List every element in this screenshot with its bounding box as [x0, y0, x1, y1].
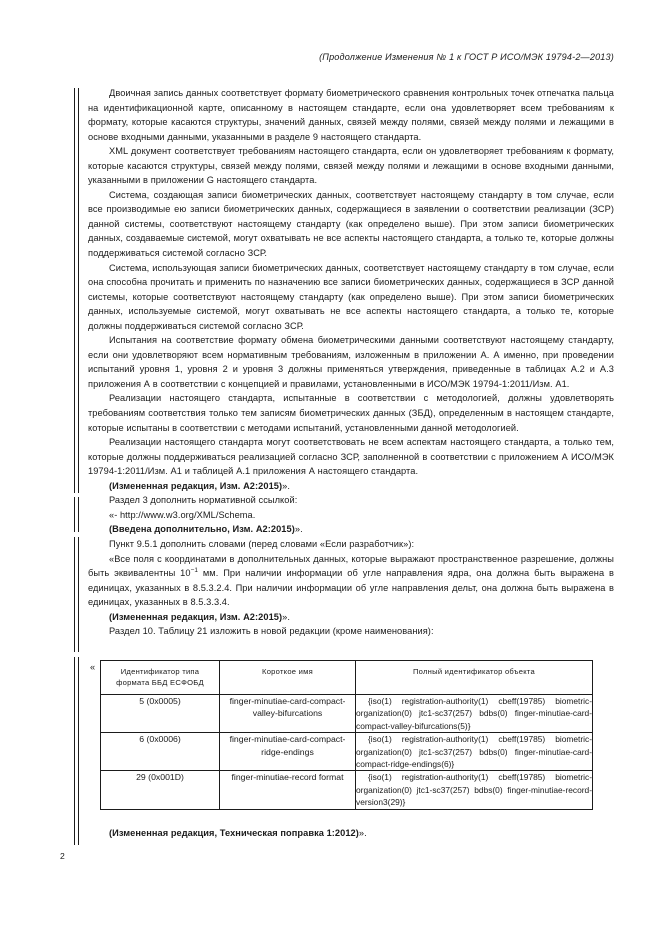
change-bar-outer-1	[74, 88, 75, 493]
cell-short-name: finger-minutiae-card-compact-ridge-endings	[220, 733, 356, 771]
amendment-note-3-tail: ».	[282, 611, 290, 622]
body-text-column	[88, 86, 614, 639]
paragraph-section3-add: Раздел 3 дополнить нормативной ссылкой:	[109, 495, 298, 506]
cell-short-name: finger-minutiae-record format	[220, 771, 356, 809]
change-bar-inner-2	[78, 497, 79, 532]
cell-short-name: finger-minutiae-card-compact-valley-bifurcations	[220, 695, 356, 733]
page-number: 2	[60, 851, 65, 861]
change-bar-inner-4	[78, 657, 79, 845]
cell-full-oid: {iso(1) registration-authority(1) cbeff(19785) biometric-organization(0) jtc1-sc37(257) bdbs(0) finger-minutiae-record-version3(29)}	[356, 772, 592, 808]
change-bar-inner-1	[78, 88, 79, 493]
table-header-full-oid: Полный идентификатор объекта	[356, 661, 593, 695]
amendment-note-2-bold: (Введена дополнительно, Изм. А2:2015)	[109, 524, 295, 535]
cell-format-id: 5 (0x0005)	[101, 695, 220, 733]
oid-table-wrapper	[90, 660, 593, 810]
technical-correction-note-bold: (Измененная редакция, Техническая поправка 1:2012)	[109, 828, 359, 838]
coordinate-fields-text-a: «Все поля с координатами в дополнительных данных, которые выражают пространственное разрешение, должны быть эквивалентны 10	[88, 553, 614, 579]
change-bar-inner-3	[78, 537, 79, 652]
table-row	[101, 695, 593, 733]
amendment-note-3	[88, 610, 614, 625]
amendment-note-3-bold: (Измененная редакция, Изм. А2:2015)	[109, 611, 283, 622]
paragraph-conformance-testing: Испытания на соответствие формату обмена биометрическими данными соответствуют настоящему стандарту, если они удовлетворяют всем нормативным требованиям, изложенным в приложении А. А именно, при проведении испытаний уровня 1, уровня 2 и уровня 3 должны применяться утверждения, приведенные в таблицах А.2 и А.3 приложения А в соответствии с концепцией и правилами, установленными в ИСО/МЭК 19794-1:2011/Изм. А1.	[88, 335, 614, 389]
table-header-short-name: Короткое имя	[220, 661, 356, 695]
running-head: (Продолжение Изменения № 1 к ГОСТ Р ИСО/МЭК 19794-2—2013)	[319, 52, 614, 62]
cell-format-id: 29 (0x001D)	[101, 771, 220, 809]
amendment-note-1-bold: (Измененная редакция, Изм. А2:2015)	[109, 480, 283, 491]
table-opening-quote: «	[90, 662, 96, 672]
paragraph-section10-table21: Раздел 10. Таблицу 21 изложить в новой редакции (кроме наименования):	[109, 626, 434, 637]
cell-full-oid: {iso(1) registration-authority(1) cbeff(19785) biometric-organization(0) jtc1-sc37(257) bdbs(0) finger-minutiae-card-compact-ridge-endings(6)}	[356, 734, 592, 770]
table-header-format-id	[101, 661, 220, 695]
paragraph-coordinate-fields	[88, 552, 614, 610]
amendment-note-1	[88, 479, 614, 494]
amendment-note-1-tail: ».	[282, 480, 290, 491]
technical-correction-note-tail: ».	[358, 828, 367, 838]
exponent-superscript: −1	[190, 566, 198, 574]
table-row	[101, 733, 593, 771]
paragraph-implementations-aspects: Реализации настоящего стандарта могут соответствовать не всем аспектам настоящего стандарта, а только тем, которые должны поддерживаться реализацией согласно ЗСР, заполненной в соответствии с приложением А ИСО/МЭК 19794-1:2011/Изм. А1 и таблицей А.1 приложения А настоящего стандарта.	[88, 437, 614, 477]
change-bar-outer-3	[74, 537, 75, 652]
paragraph-system-using: Система, использующая записи биометрических данных, соответствует настоящему стандарту в том случае, если она способна прочитать и применить по назначению все записи биометрических данных, содержащиеся в ЗСР данной системы, которые соответствуют настоящему стандарту (как определено выше). При этом записи биометрических данных, используемые системой, могут охватывать не все аспекты настоящего стандарта, а только те, которые должны поддерживаться системой согласно ЗСР.	[88, 262, 614, 331]
table-header-format-id-line2: формата ББД ЕСФОБД	[116, 678, 204, 687]
paragraph-implementations-tested: Реализации настоящего стандарта, испытанные в соответствии с методологией, должны удовлетворять требованиям соответствия только тем записям биометрических данных (ЗБД), определенным в настоящем стандарте, которые испытаны в соответствии с методами испытаний, установленными данной методологией.	[88, 393, 614, 433]
technical-correction-note	[109, 828, 367, 838]
paragraph-system-creating: Система, создающая записи биометрических данных, соответствует настоящему стандарту в том случае, если все производимые ею записи биометрических данных, содержащиеся в заявлении о соответствии реализации (ЗСР) данной системы, соответствуют настоящему стандарту (как определено выше). При этом записи биометрических данных, создаваемые системой, могут охватывать не все аспекты настоящего стандарта, а только те, которые должны поддерживаться системой согласно ЗСР.	[88, 189, 614, 259]
paragraph-binary-record: Двоичная запись данных соответствует формату биометрического сравнения контрольных точек отпечатка пальца на идентификационной карте, описанному в настоящем стандарте, если она удовлетворяет всем требованиям к формату, которые касаются структуры, значений данных, связей между полями, связей между полями и лежащими в основе входными данными, указанными в разделе 9 настоящего стандарта.	[88, 88, 614, 142]
coordinate-fields-text-b: мм. При наличии информации об угле направления ядра, она должна быть выражена в единицах, указанных в 8.5.3.2.4. При наличии информации об угле направления дельт, она должна быть выражена в единицах, указанных в 8.5.3.3.4.	[88, 568, 614, 608]
change-bar-outer-4	[74, 657, 75, 845]
paragraph-clause-951: Пункт 9.5.1 дополнить словами (перед словами «Если разработчик»):	[109, 538, 415, 549]
oid-table	[100, 660, 593, 810]
cell-format-id: 6 (0x0006)	[101, 733, 220, 771]
cell-full-oid: {iso(1) registration-authority(1) cbeff(19785) biometric-organization(0) jtc1-sc37(257) bdbs(0) finger-minutiae-card-compact-valley-bifurcations(5)}	[356, 696, 592, 731]
change-bar-outer-2	[74, 497, 75, 532]
table-header-format-id-line1: Идентификатор типа	[120, 667, 200, 676]
paragraph-normative-reference-url: «- http://www.w3.org/XML/Schema.	[109, 509, 256, 520]
amendment-note-2-tail: ».	[294, 524, 303, 535]
table-header-row	[101, 661, 593, 695]
table-row	[101, 771, 593, 809]
paragraph-xml-document: XML документ соответствует требованиям настоящего стандарта, если он удовлетворяет требованиям к формату, которые касаются структуры, связей между полями, связей между полями и лежащими в основе входными данными, указанными в приложении G настоящего стандарта.	[88, 146, 614, 186]
amendment-note-2	[88, 522, 614, 537]
